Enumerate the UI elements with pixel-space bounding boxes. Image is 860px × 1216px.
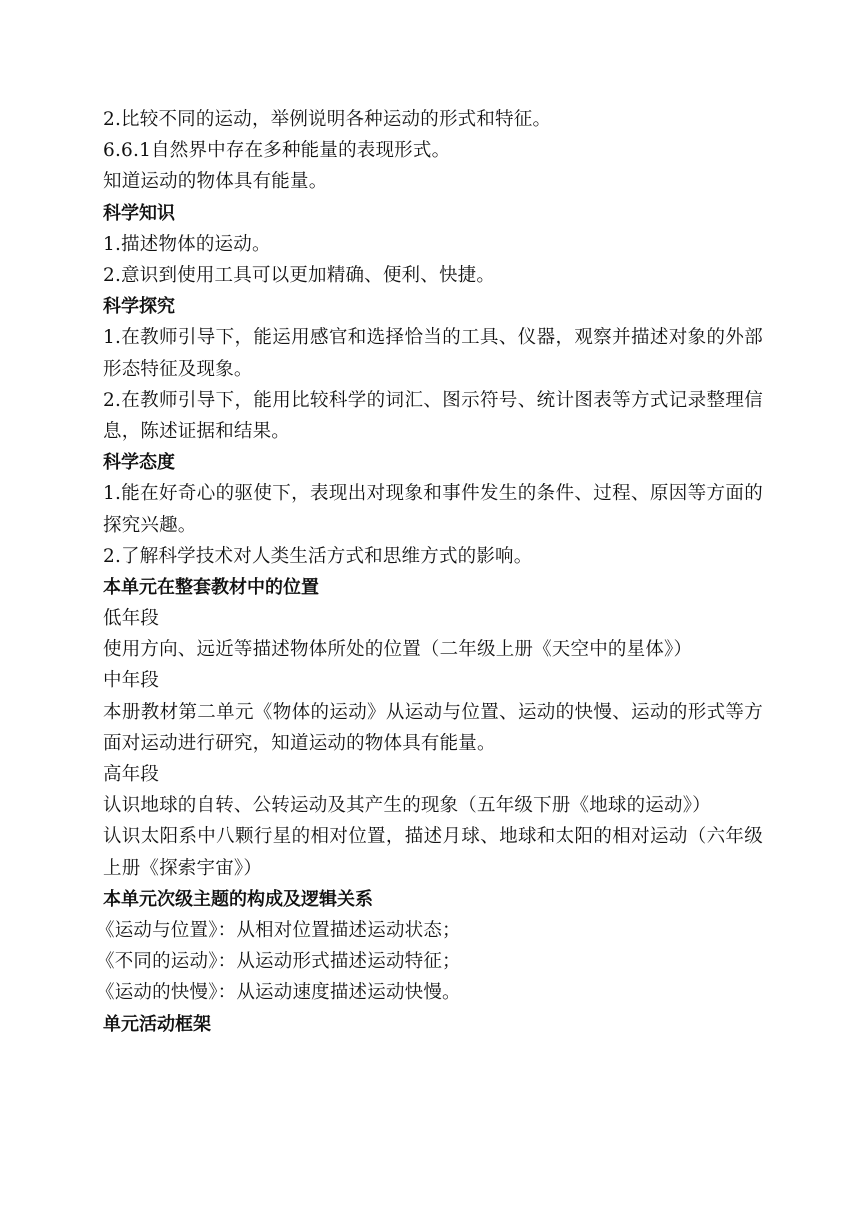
grade-label-high: 高年段 xyxy=(103,764,160,786)
grade-text-high: 认识地球的自转、公转运动及其产生的现象（五年级下册《地球的运动》） xyxy=(103,795,711,817)
document-page xyxy=(96,104,763,1040)
list-item: 1.描述物体的运动。 xyxy=(103,233,271,255)
text-line: 2.比较不同的运动，举例说明各种运动的形式和特征。 xyxy=(103,109,552,130)
section-heading-framework: 单元活动框架 xyxy=(103,1013,211,1035)
section-heading-knowledge: 科学知识 xyxy=(103,202,175,224)
text-line: 6.6.1自然界中存在多种能量的表现形式。 xyxy=(103,140,451,162)
list-item: 2.在教师引导下，能用比较科学的词汇、图示符号、统计图表等方式记录整理信息，陈述证据和结果。 xyxy=(103,389,763,442)
grade-label-low: 低年段 xyxy=(103,608,160,630)
list-item: 1.能在好奇心的驱使下，表现出对现象和事件发生的条件、过程、原因等方面的探究兴趣。 xyxy=(103,483,763,536)
section-heading-position: 本单元在整套教材中的位置 xyxy=(103,576,319,598)
text-line: 知道运动的物体具有能量。 xyxy=(103,171,328,193)
section-heading-attitude: 科学态度 xyxy=(103,452,175,474)
grade-text-mid: 本册教材第二单元《物体的运动》从运动与位置、运动的快慢、运动的形式等方面对运动进行研究，知道运动的物体具有能量。 xyxy=(103,701,763,754)
grade-text-high: 认识太阳系中八颗行星的相对位置，描述月球、地球和太阳的相对运动（六年级上册《探索宇宙》） xyxy=(103,826,763,879)
section-heading-inquiry: 科学探究 xyxy=(103,296,175,318)
list-item: 《不同的运动》：从运动形式描述运动特征； xyxy=(96,951,461,973)
list-item: 《运动与位置》：从相对位置描述运动状态； xyxy=(96,920,461,942)
grade-text-low: 使用方向、远近等描述物体所处的位置（二年级上册《天空中的星体》） xyxy=(103,639,693,661)
section-heading-structure: 本单元次级主题的构成及逻辑关系 xyxy=(103,888,373,910)
list-item: 1.在教师引导下，能运用感官和选择恰当的工具、仪器，观察并描述对象的外部形态特征及现象。 xyxy=(103,327,763,380)
list-item: 《运动的快慢》：从运动速度描述运动快慢。 xyxy=(96,982,461,1004)
list-item: 2.意识到使用工具可以更加精确、便利、快捷。 xyxy=(103,264,496,286)
grade-label-mid: 中年段 xyxy=(103,670,160,692)
list-item: 2.了解科学技术对人类生活方式和思维方式的影响。 xyxy=(103,545,533,567)
